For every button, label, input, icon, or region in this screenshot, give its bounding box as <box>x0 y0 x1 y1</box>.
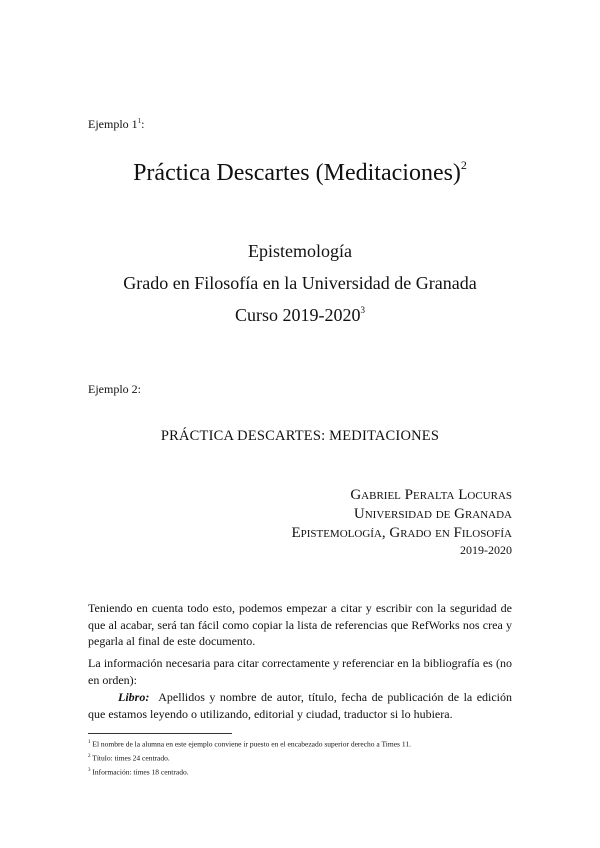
example-1-label: Ejemplo $1^1$: <box>88 117 145 131</box>
example-1-course: Curso 2019-2020$^3$ <box>235 305 365 325</box>
body-paragraph-book <box>88 689 512 722</box>
book-text: Apellidos y nombre de autor, título, fecha de publicación de la edición que estamos leyendo o utilizando, editorial y ciudad, traductor si lo hubiera. <box>88 690 513 721</box>
footnote-ref-2: 2 <box>460 158 467 172</box>
body-paragraph-2: La información necesaria para citar correctamente y referenciar en la bibliografía es (no en orden): <box>88 656 512 687</box>
example-2-title: PRÁCTICA DESCARTES: MEDITACIONES <box>160 428 440 444</box>
book-label: Libro: <box>118 690 150 704</box>
example-2-author-block <box>291 486 512 558</box>
footnote-separator <box>88 733 232 734</box>
body-paragraph-1: Teniendo en cuenta todo esto, podemos empezar a citar y escribir con la seguridad de que al acabar, será tan fácil como copiar la lista de referencias que RefWorks nos crea y pegarla al final de este documento. <box>88 601 512 648</box>
footnote-1: $^1$ El nombre de la alumna en este ejemplo conviene ir puesto en el encabezado superior derecho a Times 11. <box>88 739 411 749</box>
author-subject-degree: Epistemología, Grado en Filosofía <box>291 525 512 541</box>
footnote-ref-3: 3 <box>360 305 365 315</box>
footnote-3: $^3$ Información: times 18 centrado. <box>88 767 189 777</box>
example-1-title: Práctica Descartes (Meditaciones)$^2$ <box>133 158 467 186</box>
author-university: Universidad de Granada <box>353 506 512 522</box>
example-1-degree: Grado en Filosofía en la Universidad de Granada <box>123 273 477 293</box>
author-year: 2019-2020 <box>460 543 512 557</box>
footnote-2: $^2$ Título: times 24 centrado. <box>88 753 170 763</box>
example-1-subject: Epistemología <box>248 241 352 261</box>
footnote-ref-1: 1 <box>137 117 142 125</box>
example-2-label: Ejemplo 2: <box>88 382 141 396</box>
author-name: Gabriel Peralta Locuras <box>350 487 512 503</box>
